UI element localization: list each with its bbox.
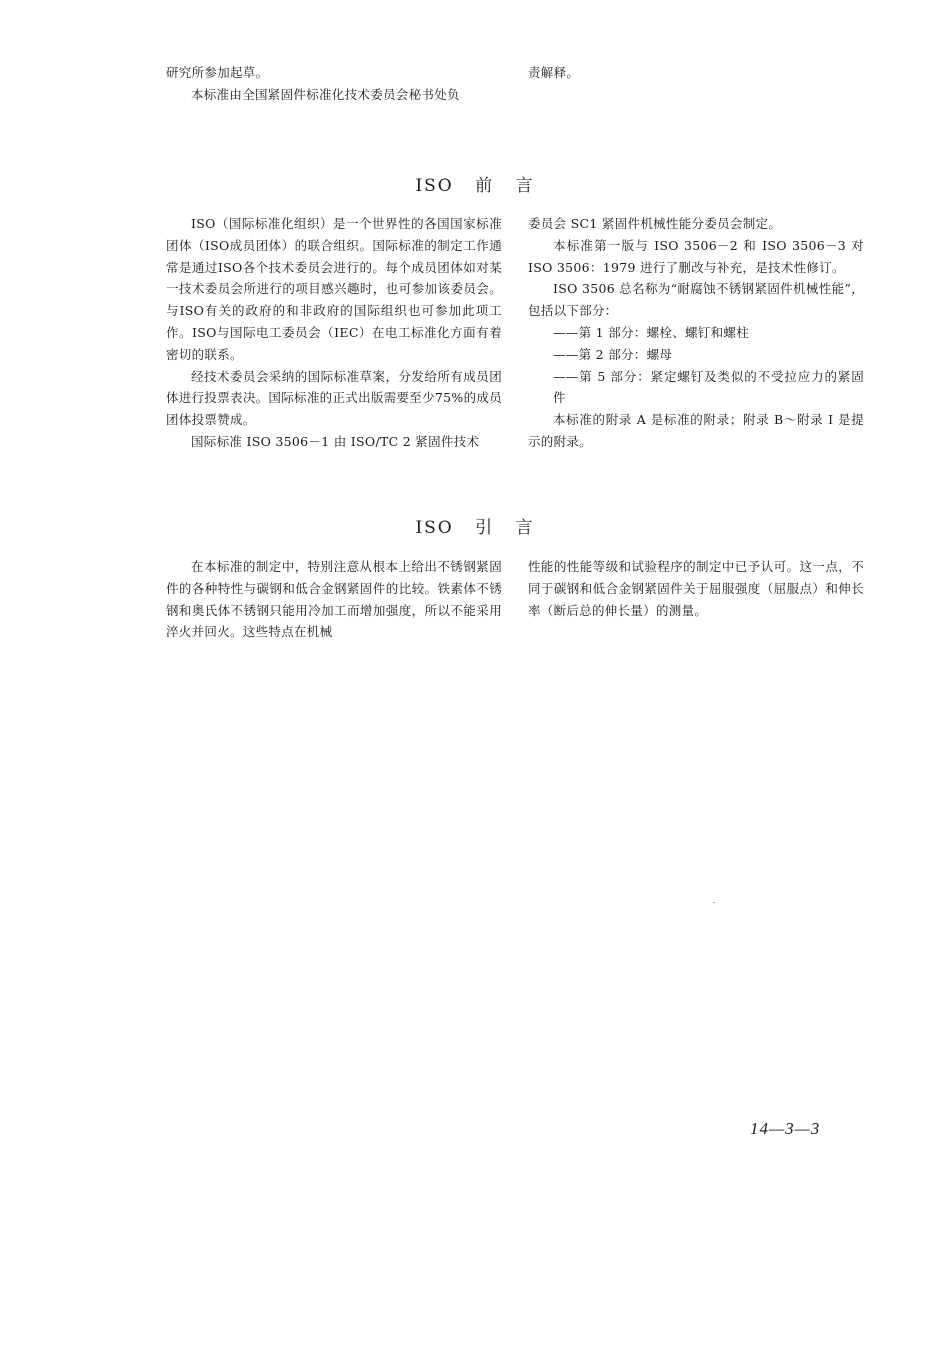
foreword-right-column (528, 213, 864, 453)
top-right-column (528, 62, 864, 84)
introduction-right-column (528, 556, 864, 621)
introduction-paragraph-right: 性能的性能等级和试验程序的制定中已予认可。这一点，不同于碳钢和低合金钢紧固件关于屈服强度（屈服点）和伸长率（断后总的伸长量）的测量。 (528, 559, 864, 618)
top-left-column (166, 62, 502, 106)
foreword-left-column (166, 213, 502, 453)
foreword-paragraph-2: 经技术委员会采纳的国际标准草案，分发给所有成员团体进行投票表决。国际标准的正式出版需要至少75%的成员团体投票赞成。 (166, 368, 502, 428)
page-number: 14—3—3 (750, 1119, 821, 1138)
top-right-line-1: 责解释。 (528, 65, 580, 80)
foreword-paragraph-4: 本标准第一版与 ISO 3506－2 和 ISO 3506－3 对 ISO 3506：1979 进行了删改与补充，是技术性修订。 (528, 237, 864, 275)
foreword-paragraph-5: ISO 3506 总名称为“耐腐蚀不锈钢紧固件机械性能”，包括以下部分： (528, 281, 864, 319)
top-left-line-1: 研究所参加起草。 (166, 65, 269, 80)
introduction-paragraph-left: 在本标准的制定中，特别注意从根本上给出不锈钢紧固件的各种特性与碳钢和低合金钢紧固件的比较。铁素体不锈钢和奥氏体不锈钢只能用冷加工而增加强度，所以不能采用淬火并回火。这些特点在机械 (166, 559, 502, 640)
scan-speck (713, 902, 715, 903)
foreword-paragraph-1: ISO（国际标准化组织）是一个世界性的各国国家标准团体（ISO成员团体）的联合组织。国际标准的制定工作通常是通过ISO各个技术委员会进行的。每个成员团体如对某一技术委员会所进行的项目感兴趣时，也可参加该委员会。与ISO有关的政府的和非政府的国际组织也可参加此项工作。ISO与国际电工委员会（IEC）在电工标准化方面有着密切的联系。 (166, 216, 502, 362)
top-left-line-2: 本标准由全国紧固件标准化技术委员会秘书处负 (191, 86, 460, 102)
introduction-left-column (166, 556, 502, 643)
foreword-annex-note: 本标准的附录 A 是标准的附录；附录 B～附录 I 是提示的附录。 (528, 412, 864, 449)
foreword-part-5: ——第 5 部分：紧定螺钉及类似的不受拉应力的紧固件 (553, 368, 864, 406)
foreword-part-2: ——第 2 部分：螺母 (553, 346, 673, 362)
foreword-heading: ISO 前 言 (415, 176, 535, 196)
foreword-part-1: ——第 1 部分：螺栓、螺钉和螺柱 (553, 324, 749, 340)
foreword-paragraph-3: 国际标准 ISO 3506－1 由 ISO/TC 2 紧固件技术 (191, 433, 480, 449)
introduction-heading: ISO 引 言 (415, 518, 535, 538)
foreword-paragraph-3-cont: 委员会 SC1 紧固件机械性能分委员会制定。 (528, 216, 782, 231)
